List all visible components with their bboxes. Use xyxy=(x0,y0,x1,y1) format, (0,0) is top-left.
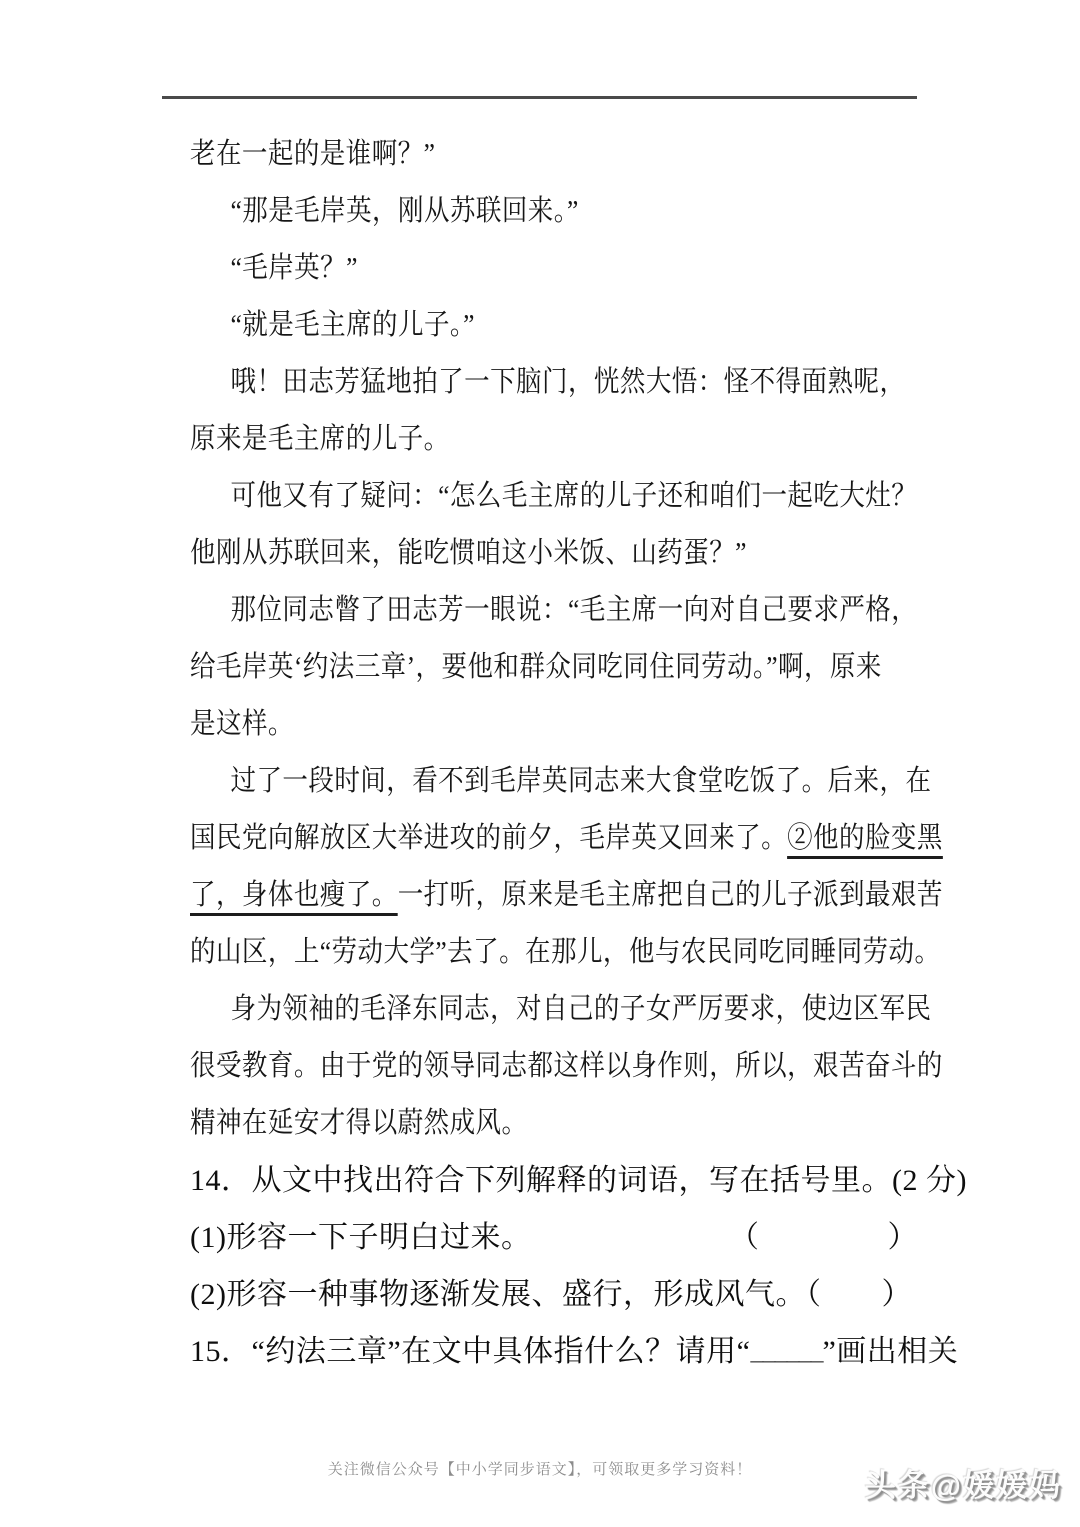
watermark-toutiao-author: 头条@媛媛妈 xyxy=(864,1468,1062,1503)
question-14-item-2-text: (2)形容一种事物逐渐发展、盛行，形成风气。（ xyxy=(190,1278,822,1311)
answer-paren-close: ） xyxy=(887,1221,918,1254)
passage-line xyxy=(190,411,831,468)
passage-text: 国民党向解放区大举进攻的前夕，毛岸英又回来了。 xyxy=(190,822,788,854)
question-15 xyxy=(190,1323,959,1380)
reading-passage xyxy=(190,126,943,1152)
passage-line xyxy=(190,582,918,639)
header-divider-line xyxy=(162,96,917,99)
passage-text: 给毛岸英‘约法三章’，要他和群众同吃同住同劳动。”啊，原来 xyxy=(190,651,882,683)
passage-text: “就是毛主席的儿子。” xyxy=(230,309,475,341)
passage-line xyxy=(190,525,831,582)
answer-paren-close: ） xyxy=(881,1278,912,1311)
underlined-sentence: ②他的脸变黑 xyxy=(787,822,943,854)
passage-line xyxy=(190,1095,831,1152)
passage-text: 他刚从苏联回来，能吃惯咱这小米饭、山药蛋？” xyxy=(190,537,747,569)
passage-text: 哦！田志芳猛地拍了一下脑门，恍然大悟：怪不得面熟呢， xyxy=(230,366,906,398)
passage-line xyxy=(190,867,943,924)
question-14-item-1 xyxy=(190,1209,918,1266)
question-14-item-2 xyxy=(190,1266,918,1323)
passage-text: 精神在延安才得以蔚然成风。 xyxy=(190,1107,528,1139)
passage-line xyxy=(190,126,831,183)
passage-line xyxy=(190,1038,943,1095)
passage-text: “那是毛岸英，刚从苏联回来。” xyxy=(230,195,579,227)
question-14-item-1-text: (1)形容一下子明白过来。 xyxy=(190,1221,532,1254)
question-15-text-post: ”画出相关 xyxy=(822,1335,959,1368)
passage-line xyxy=(190,297,831,354)
passage-text: 那位同志瞥了田志芳一眼说：“毛主席一向对自己要求严格， xyxy=(230,594,918,626)
passage-text: 过了一段时间，看不到毛岸英同志来大食堂吃饭了。后来，在 xyxy=(230,765,932,797)
passage-line xyxy=(190,810,943,867)
passage-text: 很受教育。由于党的领导同志都这样以身作则，所以，艰苦奋斗的 xyxy=(190,1050,943,1082)
passage-line xyxy=(190,753,932,810)
passage-line xyxy=(190,468,918,525)
footer-notice: 关注微信公众号【中小学同步语文】，可领取更多学习资料！ xyxy=(327,1462,753,1478)
passage-text: 是这样。 xyxy=(190,708,294,740)
underlined-sentence: 了，身体也瘦了。 xyxy=(190,879,398,911)
passage-text: 老在一起的是谁啊？” xyxy=(190,138,436,170)
passage-line xyxy=(190,981,932,1038)
passage-text: 原来是毛主席的儿子。 xyxy=(190,423,450,455)
passage-line xyxy=(190,240,831,297)
passage-text: 可他又有了疑问：“怎么毛主席的儿子还和咱们一起吃大灶？ xyxy=(230,480,918,512)
passage-line xyxy=(190,924,941,981)
question-15-text-pre: 15．“约法三章”在文中具体指什么？请用“ xyxy=(190,1335,751,1368)
passage-text: “毛岸英？” xyxy=(230,252,358,284)
answer-paren-open: （ xyxy=(729,1221,760,1254)
passage-text: 的山区，上“劳动大学”去了。在那儿，他与农民同吃同睡同劳动。 xyxy=(190,936,941,968)
passage-line xyxy=(190,183,831,240)
passage-text: 身为领袖的毛泽东同志，对自己的子女严厉要求，使边区军民 xyxy=(230,993,932,1025)
passage-line xyxy=(190,696,831,753)
passage-line xyxy=(190,354,906,411)
page-content xyxy=(190,126,967,1380)
passage-line xyxy=(190,639,882,696)
question-14: 14．从文中找出符合下列解释的词语，写在括号里。(2 分) xyxy=(190,1164,967,1197)
passage-text: 一打听，原来是毛主席把自己的儿子派到最艰苦 xyxy=(397,879,943,911)
underline-blank: ______ xyxy=(750,1336,823,1365)
